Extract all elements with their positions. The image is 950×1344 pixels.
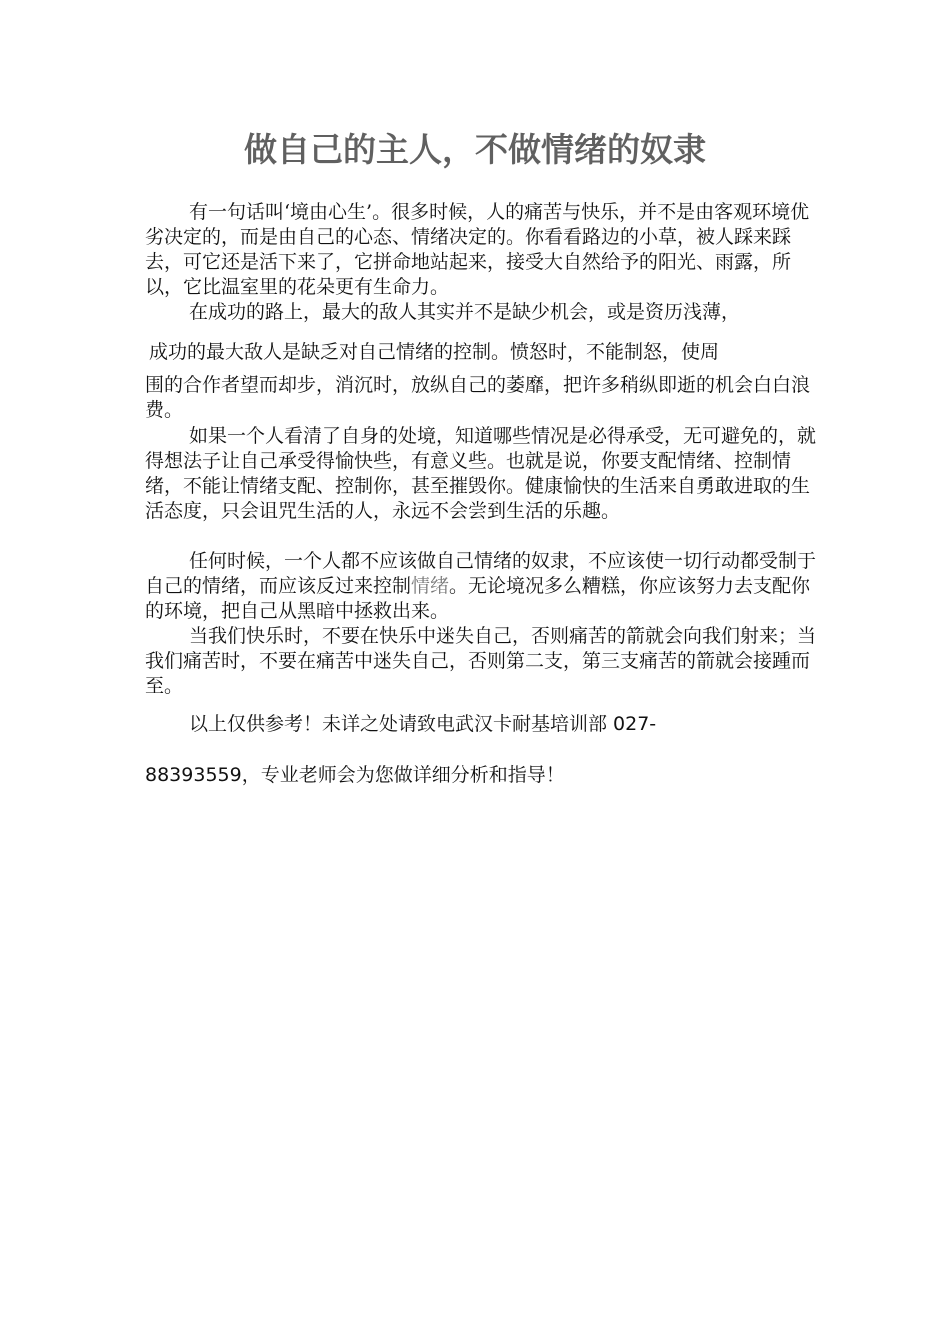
paragraph-4-highlight: 情绪	[411, 575, 450, 597]
paragraph-1: 有一句话叫‘境由心生’。很多时候，人的痛苦与快乐，并不是由客观环境优劣决定的，而是由自己的心态、情绪决定的。你看看路边的小草，被人踩来踩去，可它还是活下来了，它拼命地站起来，接受大自然给予的阳光、雨露，所以，它比温室里的花朵更有生命力。	[145, 201, 810, 298]
contact-line-1: 以上仅供参考！未详之处请致电武汉卡耐基培训部 027-	[189, 713, 657, 735]
paragraph-3: 如果一个人看清了自身的处境，知道哪些情况是必得承受，无可避免的，就得想法子让自己承受得愉快些，有意义些。也就是说，你要支配情绪、控制情绪，不能让情绪支配、控制你，甚至摧毁你。健康愉快的生活来自勇敢进取的生活态度，只会诅咒生活的人，永远不会尝到生活的乐趣。	[145, 425, 817, 522]
paragraph-4-text-a: 任何时候，一个人都不应该做自己情绪的奴隶，不应该使一切行动都受制于自己的情绪，而应该反过来控制	[145, 550, 817, 597]
paragraph-2-line-3: 围的合作者望而却步，消沉时，放纵自己的萎靡，把许多稍纵即逝的机会白白浪费。	[145, 374, 811, 421]
paragraph-2-line-1: 在成功的路上，最大的敌人其实并不是缺少机会，或是资历浅薄，	[189, 301, 741, 323]
paragraph-4	[145, 549, 825, 624]
document-title: 做自己的主人，不做情绪的奴隶	[244, 130, 706, 169]
contact-line-2: 88393559，专业老师会为您做详细分析和指导！	[145, 764, 565, 786]
paragraph-5: 当我们快乐时，不要在快乐中迷失自己，否则痛苦的箭就会向我们射来；当我们痛苦时，不要在痛苦中迷失自己，否则第二支，第三支痛苦的箭就会接踵而至。	[145, 625, 817, 697]
paragraph-2-line-2: 成功的最大敌人是缺乏对自己情绪的控制。愤怒时，不能制怒，使周	[149, 341, 720, 363]
paragraph-4-text-b: 。无论境况多么糟糕，你应该努力去支配你的环境，把自己从黑暗中拯救出来。	[145, 575, 811, 622]
